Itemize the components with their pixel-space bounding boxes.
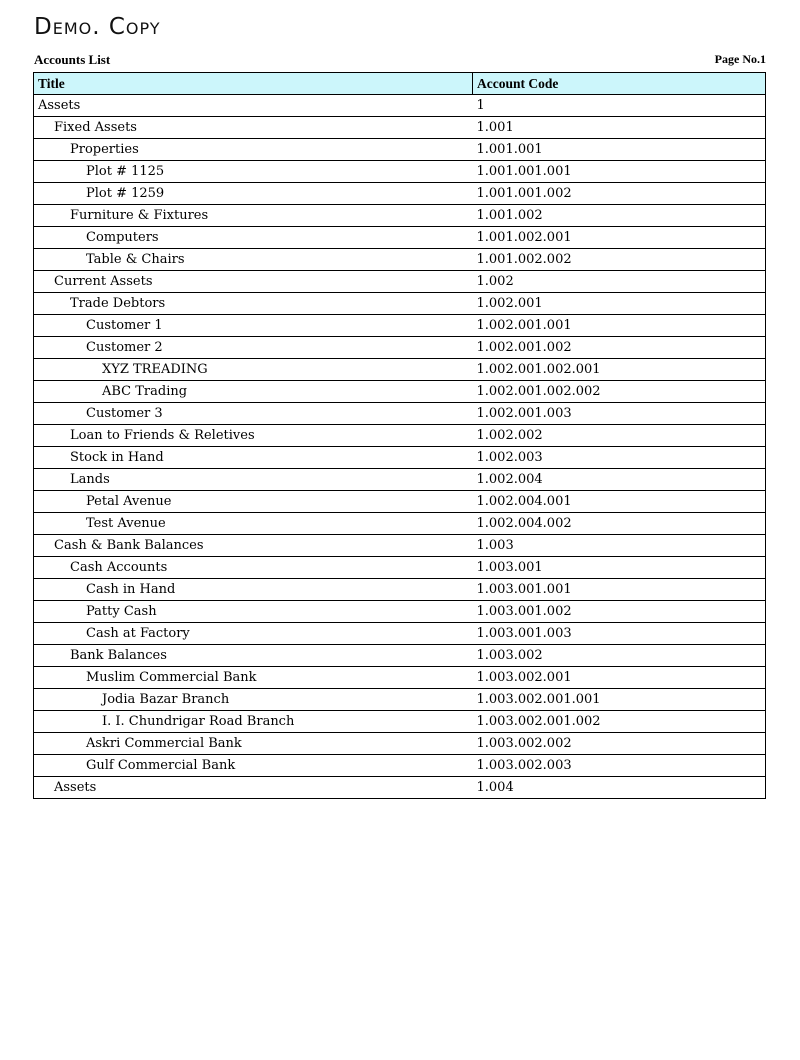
account-code-cell: 1.002.001 — [473, 293, 766, 315]
table-row — [34, 755, 766, 777]
account-code-cell: 1.003.001.003 — [473, 623, 766, 645]
account-title-cell: Furniture & Fixtures — [34, 205, 473, 227]
table-row — [34, 447, 766, 469]
account-title-cell: Bank Balances — [34, 645, 473, 667]
account-code-cell: 1.002.002 — [473, 425, 766, 447]
accounts-table — [33, 72, 766, 799]
column-header-title: Title — [34, 73, 473, 95]
account-code-cell: 1.001.002.002 — [473, 249, 766, 271]
account-title-cell: Cash Accounts — [34, 557, 473, 579]
account-title-cell: Trade Debtors — [34, 293, 473, 315]
account-code-cell: 1.003.002.002 — [473, 733, 766, 755]
account-title-cell: Jodia Bazar Branch — [34, 689, 473, 711]
account-code-cell: 1 — [473, 95, 766, 117]
table-row — [34, 139, 766, 161]
account-title-cell: Stock in Hand — [34, 447, 473, 469]
table-row — [34, 117, 766, 139]
table-row — [34, 667, 766, 689]
table-row — [34, 557, 766, 579]
account-code-cell: 1.002.004 — [473, 469, 766, 491]
account-title-cell: I. I. Chundrigar Road Branch — [34, 711, 473, 733]
account-title-cell: Assets — [34, 777, 473, 799]
account-code-cell: 1.001 — [473, 117, 766, 139]
table-row — [34, 689, 766, 711]
accounts-table-body — [34, 95, 766, 799]
demo-copy-watermark: Demo. Copy — [34, 14, 161, 40]
table-row — [34, 711, 766, 733]
table-row — [34, 403, 766, 425]
account-title-cell: Patty Cash — [34, 601, 473, 623]
table-row — [34, 205, 766, 227]
account-title-cell: XYZ TREADING — [34, 359, 473, 381]
table-row — [34, 271, 766, 293]
account-title-cell: Plot # 1125 — [34, 161, 473, 183]
table-row — [34, 293, 766, 315]
account-title-cell: Cash at Factory — [34, 623, 473, 645]
account-title-cell: Cash in Hand — [34, 579, 473, 601]
account-title-cell: Lands — [34, 469, 473, 491]
column-header-account-code: Account Code — [473, 73, 766, 95]
account-title-cell: Current Assets — [34, 271, 473, 293]
account-code-cell: 1.002.001.003 — [473, 403, 766, 425]
table-row — [34, 161, 766, 183]
account-code-cell: 1.003.002.001.002 — [473, 711, 766, 733]
account-title-cell: Petal Avenue — [34, 491, 473, 513]
table-row — [34, 381, 766, 403]
table-row — [34, 425, 766, 447]
account-code-cell: 1.004 — [473, 777, 766, 799]
account-title-cell: Test Avenue — [34, 513, 473, 535]
account-title-cell: Plot # 1259 — [34, 183, 473, 205]
table-row — [34, 579, 766, 601]
account-code-cell: 1.001.002.001 — [473, 227, 766, 249]
table-row — [34, 513, 766, 535]
account-code-cell: 1.003.002.003 — [473, 755, 766, 777]
table-row — [34, 337, 766, 359]
account-title-cell: Muslim Commercial Bank — [34, 667, 473, 689]
account-code-cell: 1.003.002 — [473, 645, 766, 667]
table-row — [34, 777, 766, 799]
account-code-cell: 1.003.001.001 — [473, 579, 766, 601]
account-title-cell: Gulf Commercial Bank — [34, 755, 473, 777]
table-header-row — [34, 73, 766, 95]
account-title-cell: Fixed Assets — [34, 117, 473, 139]
account-code-cell: 1.002.001.002 — [473, 337, 766, 359]
table-row — [34, 623, 766, 645]
account-title-cell: Customer 1 — [34, 315, 473, 337]
account-code-cell: 1.003.001.002 — [473, 601, 766, 623]
table-row — [34, 315, 766, 337]
account-code-cell: 1.001.001 — [473, 139, 766, 161]
account-title-cell: Cash & Bank Balances — [34, 535, 473, 557]
account-title-cell: Customer 2 — [34, 337, 473, 359]
table-row — [34, 733, 766, 755]
table-row — [34, 359, 766, 381]
account-title-cell: Customer 3 — [34, 403, 473, 425]
account-title-cell: ABC Trading — [34, 381, 473, 403]
page-number: Page No.1 — [714, 52, 766, 66]
account-title-cell: Computers — [34, 227, 473, 249]
account-code-cell: 1.001.001.001 — [473, 161, 766, 183]
table-row — [34, 535, 766, 557]
account-code-cell: 1.002.003 — [473, 447, 766, 469]
account-code-cell: 1.002 — [473, 271, 766, 293]
account-code-cell: 1.002.004.001 — [473, 491, 766, 513]
account-code-cell: 1.003.001 — [473, 557, 766, 579]
table-row — [34, 601, 766, 623]
table-row — [34, 645, 766, 667]
account-code-cell: 1.001.002 — [473, 205, 766, 227]
account-code-cell: 1.001.001.002 — [473, 183, 766, 205]
account-code-cell: 1.002.001.002.001 — [473, 359, 766, 381]
table-row — [34, 183, 766, 205]
account-title-cell: Properties — [34, 139, 473, 161]
table-row — [34, 227, 766, 249]
table-row — [34, 249, 766, 271]
report-title: Accounts List — [34, 52, 111, 67]
table-row — [34, 469, 766, 491]
account-code-cell: 1.003.002.001.001 — [473, 689, 766, 711]
account-code-cell: 1.002.001.002.002 — [473, 381, 766, 403]
account-title-cell: Loan to Friends & Reletives — [34, 425, 473, 447]
account-code-cell: 1.003 — [473, 535, 766, 557]
account-code-cell: 1.002.001.001 — [473, 315, 766, 337]
account-code-cell: 1.003.002.001 — [473, 667, 766, 689]
table-row — [34, 95, 766, 117]
account-title-cell: Table & Chairs — [34, 249, 473, 271]
table-row — [34, 491, 766, 513]
account-code-cell: 1.002.004.002 — [473, 513, 766, 535]
account-title-cell: Askri Commercial Bank — [34, 733, 473, 755]
account-title-cell: Assets — [34, 95, 473, 117]
